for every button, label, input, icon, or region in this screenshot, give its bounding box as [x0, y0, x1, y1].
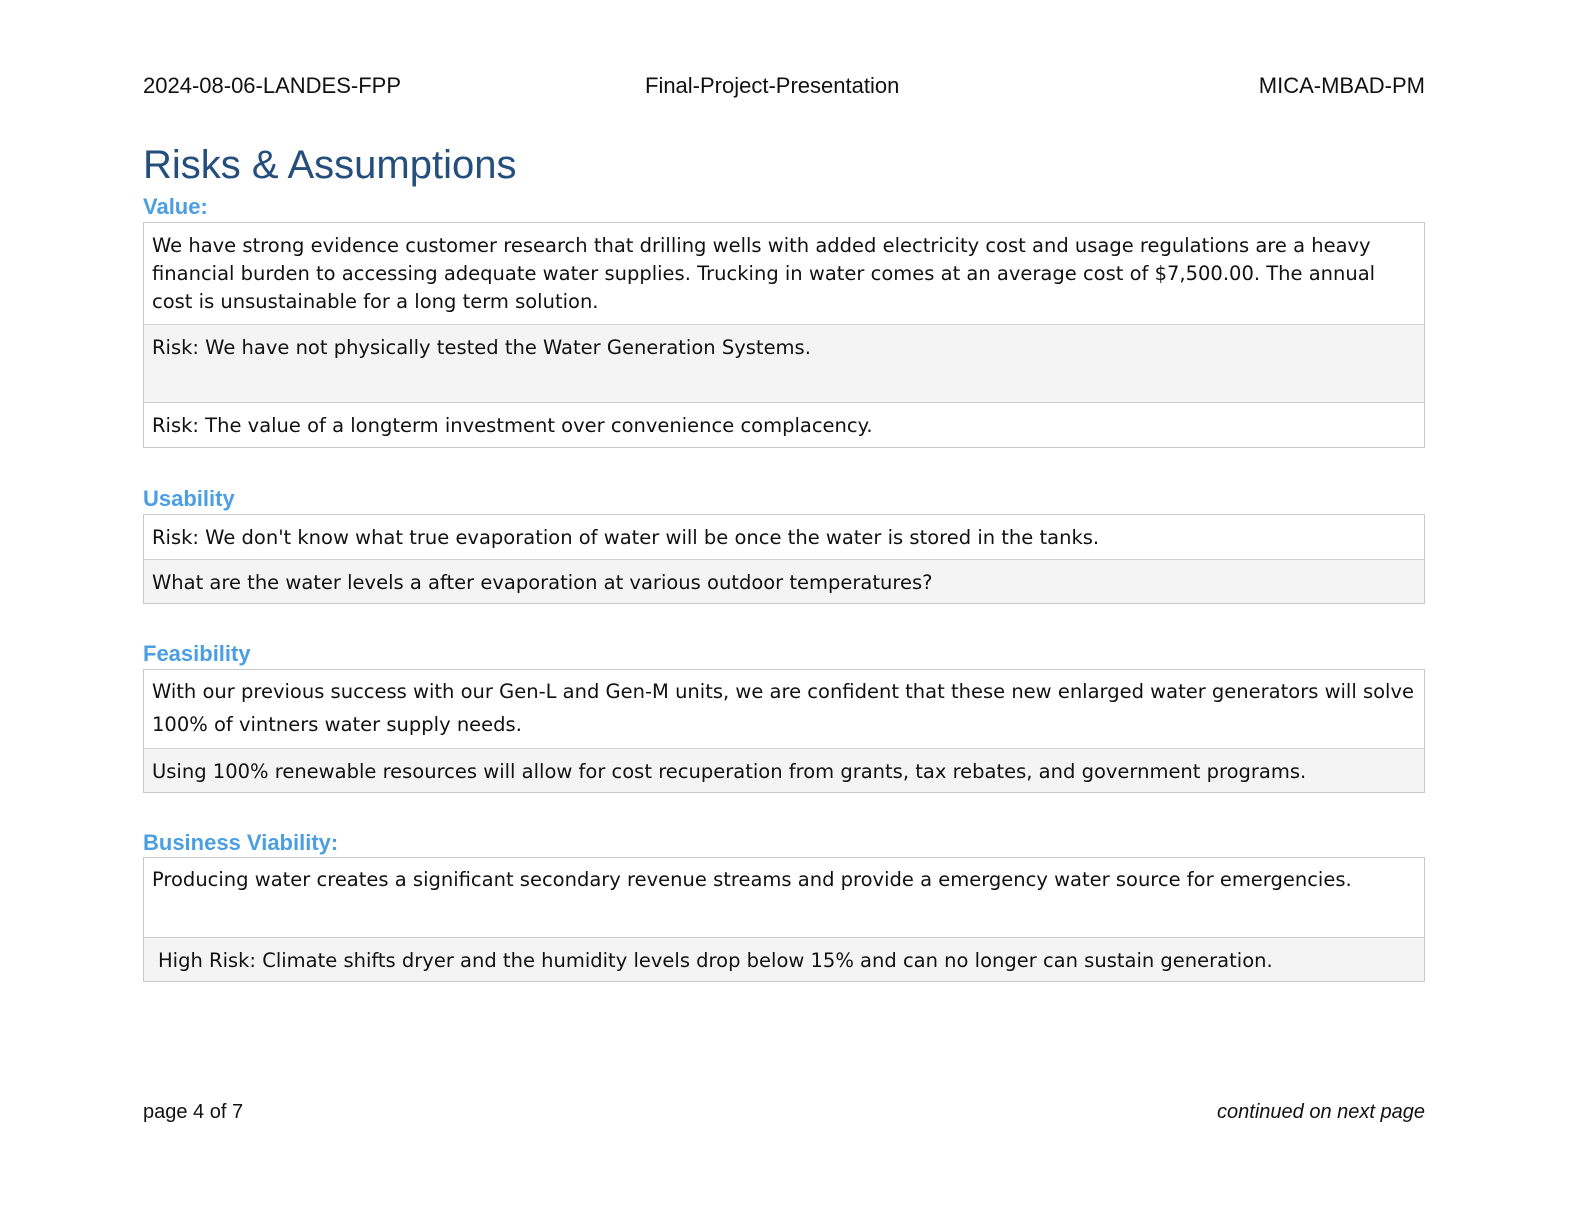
- page-number: page 4 of 7: [143, 1101, 244, 1123]
- usability-table: [143, 514, 1425, 604]
- table-row: What are the water levels a after evaporation at various outdoor temperatures?: [144, 559, 1424, 603]
- section-heading-business-viability: Business Viability:: [143, 830, 339, 855]
- section-heading-feasibility: Feasibility: [143, 641, 251, 666]
- table-row: With our previous success with our Gen-L and Gen-M units, we are confident that these new enlarged water generators will solve 100% of vintners water supply needs.: [152, 680, 1415, 736]
- section-heading-value: Value:: [143, 194, 208, 219]
- table-row: High Risk: Climate shifts dryer and the humidity levels drop below 15% and can no longer can sustain generation.: [144, 937, 1424, 981]
- table-row: Risk: The value of a longterm investment over convenience complacency.: [144, 402, 1424, 447]
- page-title: Risks & Assumptions: [143, 143, 517, 187]
- header-course: MICA-MBAD-PM: [1258, 73, 1425, 98]
- header-doc-id: 2024-08-06-LANDES-FPP: [143, 73, 402, 98]
- business-viability-table: [143, 857, 1425, 982]
- section-heading-usability: Usability: [143, 486, 235, 511]
- table-row: Risk: We have not physically tested the Water Generation Systems.: [144, 324, 1424, 402]
- value-table: [143, 222, 1425, 448]
- table-row: Using 100% renewable resources will allow for cost recuperation from grants, tax rebates, and government programs.: [144, 748, 1424, 792]
- feasibility-table: [143, 669, 1425, 793]
- table-row: Risk: We don't know what true evaporation of water will be once the water is stored in the tanks.: [152, 526, 1100, 549]
- header-doc-title: Final-Project-Presentation: [645, 73, 900, 98]
- table-row: We have strong evidence customer research that drilling wells with added electricity cost and usage regulations are a heavy financial burden to accessing adequate water supplies. Trucking in water comes at an average cost of $7,500.00. The annual cost is unsustainable for a long term solution.: [152, 234, 1376, 313]
- table-row: Producing water creates a significant secondary revenue streams and provide a emergency water source for emergencies.: [152, 868, 1352, 891]
- continued-note: continued on next page: [1217, 1101, 1425, 1123]
